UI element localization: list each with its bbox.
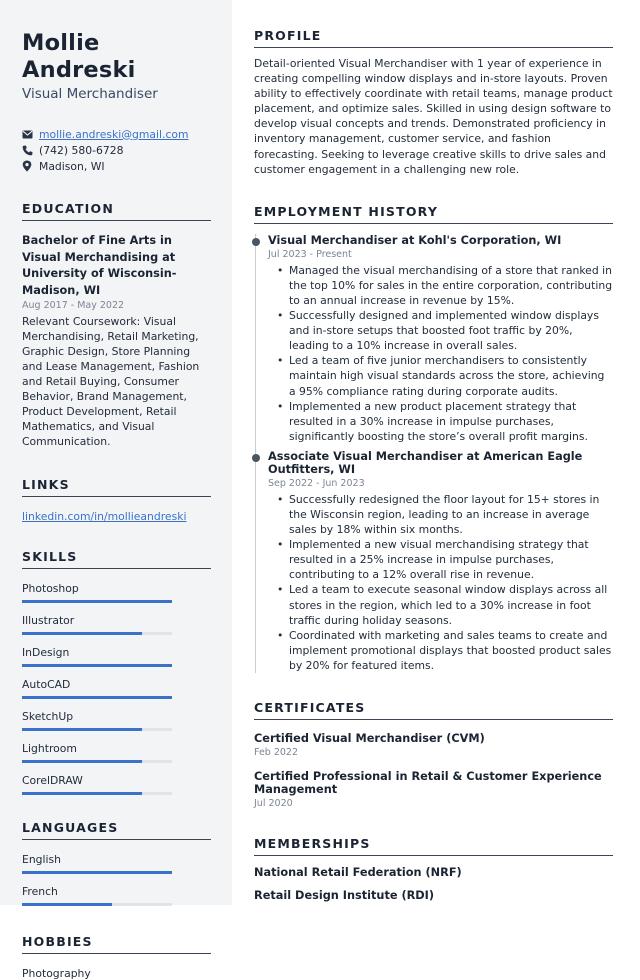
certificate-name: Certified Visual Merchandiser (CVM) [254, 732, 485, 745]
job-dates: Sep 2022 - Jun 2023 [268, 477, 365, 489]
job-bullet: • Implemented a new product placement strategy that resulted in a 30% increase in impulse purchases, significantly boosting the store’s overall profit margins. [268, 399, 613, 444]
location-pin-icon [22, 160, 38, 172]
sidebar [0, 0, 232, 980]
memberships-section [254, 836, 613, 902]
job-bullet: • Led a team to execute seasonal window displays across all stores in the region, which led to a 30% increase in foot traffic during holiday seasons. [268, 582, 613, 627]
certificate-item [254, 770, 613, 809]
education-degree: Bachelor of Fine Arts in Visual Merchandising at University of Wisconsin-Madison, WI [22, 234, 177, 297]
job-bullet: • Coordinated with marketing and sales teams to create and implement promotional displays that boosted product sales by 20% for featured items. [268, 628, 613, 673]
links-heading: LINKS [22, 477, 211, 497]
memberships-heading: MEMBERSHIPS [254, 836, 613, 856]
skill-level-bar [22, 760, 172, 763]
language-item [22, 853, 211, 874]
job-bullet: • Successfully designed and implemented window displays and in-store setups that boosted foot traffic by 20%, leading to a 10% increase in overall sales. [268, 308, 613, 353]
contact-email-row [22, 126, 211, 142]
certificate-date: Jul 2020 [254, 798, 293, 809]
skills-list [22, 582, 211, 795]
skill-name: SketchUp [22, 710, 74, 723]
languages-section [22, 820, 211, 906]
skills-heading: SKILLS [22, 549, 211, 569]
skill-level-fill [22, 792, 142, 795]
language-item [22, 885, 211, 906]
job-title: Associate Visual Merchandiser at American Eagle Outfitters, WI [268, 449, 583, 476]
main-content [232, 0, 640, 905]
job-entry [268, 450, 613, 673]
certificate-date: Feb 2022 [254, 747, 299, 758]
language-name: English [22, 853, 61, 866]
timeline-dot [252, 238, 260, 246]
language-level-bar [22, 903, 172, 906]
skill-level-fill [22, 728, 142, 731]
skill-level-bar [22, 728, 172, 731]
job-bullet: • Managed the visual merchandising of a store that ranked in the top 10% for sales in the entire corporation, contributing to an annual increase in revenue by 15%. [268, 263, 613, 308]
education-dates: Aug 2017 - May 2022 [22, 300, 125, 311]
hobby-item: Photography [22, 967, 91, 980]
email-link[interactable]: mollie.andreski@gmail.com [39, 127, 189, 141]
hobbies-section [22, 934, 211, 980]
membership-item: National Retail Federation (NRF) [254, 866, 462, 879]
skill-name: Photoshop [22, 582, 79, 595]
skill-item [22, 646, 211, 667]
language-level-bar [22, 871, 172, 874]
candidate-role: Visual Merchandiser [22, 86, 158, 102]
profile-heading: PROFILE [254, 28, 613, 48]
linkedin-link[interactable]: linkedin.com/in/mollieandreski [22, 510, 187, 523]
certificate-item [254, 732, 613, 758]
skill-item [22, 582, 211, 603]
envelope-icon [22, 130, 38, 139]
skill-name: Illustrator [22, 614, 75, 627]
job-bullet: • Implemented a new visual merchandising strategy that resulted in a 25% increase in impulse purchases, contributing to a 12% overall rise in revenue. [268, 537, 613, 582]
skill-item [22, 710, 211, 731]
language-name: French [22, 885, 58, 898]
skill-level-bar [22, 664, 172, 667]
location-text: Madison, WI [39, 159, 105, 173]
skill-name: CorelDRAW [22, 774, 83, 787]
job-bullets [268, 492, 613, 673]
hobbies-heading: HOBBIES [22, 934, 211, 954]
education-coursework: Relevant Coursework: Visual Merchandising, Retail Marketing, Graphic Design, Store Planning and Lease Management, Fashion and Retail Buying, Consumer Behavior, Brand Management, Product Development, Retail Mathematics, and Visual Communication. [22, 315, 200, 448]
skills-section [22, 549, 211, 795]
languages-heading: LANGUAGES [22, 820, 211, 840]
job-bullets [268, 263, 613, 444]
links-section [22, 477, 211, 524]
language-level-fill [22, 871, 172, 874]
skill-level-bar [22, 696, 172, 699]
profile-section [254, 28, 613, 177]
job-title: Visual Merchandiser at Kohl's Corporation, WI [268, 233, 562, 247]
certificates-section [254, 700, 613, 809]
skill-level-fill [22, 600, 172, 603]
job-bullet: • Led a team of five junior merchandisers to consistently maintain high visual standards across the store, achieving a 95% compliance rating during corporate audits. [268, 353, 613, 398]
timeline-dot [252, 454, 260, 462]
skill-item [22, 614, 211, 635]
education-section [22, 201, 211, 449]
language-level-fill [22, 903, 112, 906]
contact-block [22, 126, 211, 174]
certificate-name: Certified Professional in Retail & Customer Experience Management [254, 770, 602, 796]
job-dates: Jul 2023 - Present [268, 248, 352, 260]
skill-name: AutoCAD [22, 678, 71, 691]
certificates-heading: CERTIFICATES [254, 700, 613, 720]
skill-level-fill [22, 696, 172, 699]
skill-item [22, 678, 211, 699]
skill-name: InDesign [22, 646, 70, 659]
skill-level-fill [22, 664, 172, 667]
skill-level-fill [22, 632, 142, 635]
phone-icon [22, 145, 38, 156]
skill-level-bar [22, 600, 172, 603]
contact-phone-row [22, 142, 211, 158]
skill-level-bar [22, 632, 172, 635]
education-heading: EDUCATION [22, 201, 211, 221]
employment-heading: EMPLOYMENT HISTORY [254, 204, 613, 224]
skill-level-bar [22, 792, 172, 795]
languages-list [22, 853, 211, 906]
profile-summary: Detail-oriented Visual Merchandiser with 1 year of experience in creating compelling window displays and in-store layouts. Proven ability to effectively coordinate with retail teams, manage product placement, and optimize sales. Skilled in using design software to develop visual concepts and trends. Demonstrated proficiency in inventory management, customer service, and fashion forecasting. Seeking to leverage creative skills to drive sales and customer engagement in a challenging new role. [254, 57, 613, 176]
employment-section [254, 204, 613, 673]
membership-item: Retail Design Institute (RDI) [254, 889, 435, 902]
skill-item [22, 742, 211, 763]
skill-name: Lightroom [22, 742, 77, 755]
employment-timeline [255, 234, 613, 673]
job-entry [268, 234, 613, 444]
skill-item [22, 774, 211, 795]
phone-number: (742) 580-6728 [39, 143, 124, 157]
candidate-name: Mollie Andreski [22, 30, 136, 83]
contact-location-row [22, 158, 211, 174]
skill-level-fill [22, 760, 142, 763]
job-bullet: • Successfully redesigned the floor layout for 15+ stores in the Wisconsin region, leading to an increase in average sales by 18% within six months. [268, 492, 613, 537]
